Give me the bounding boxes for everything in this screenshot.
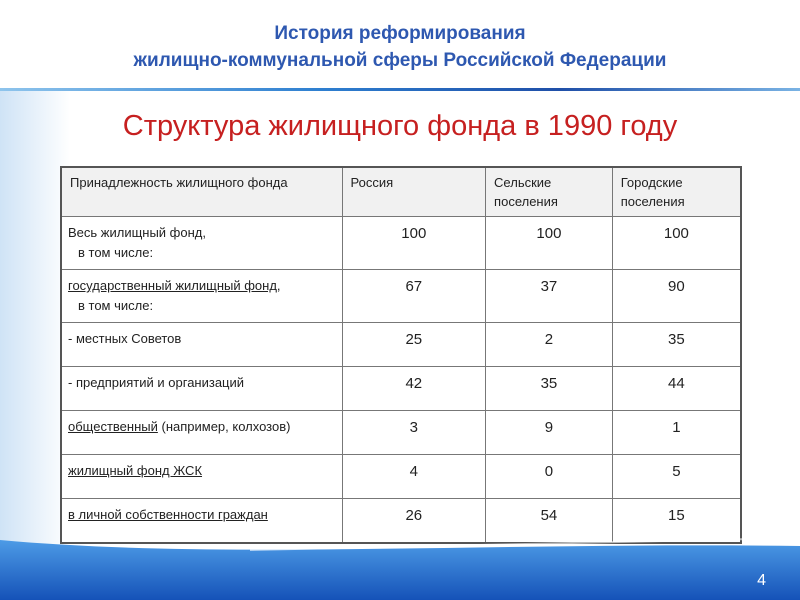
cell-russia: 3 (342, 411, 486, 455)
header-rural: Сельские поселения (486, 167, 613, 217)
cell-urban: 90 (612, 270, 741, 323)
row-label-text: в личной собственности граждан (68, 507, 268, 522)
table-row (61, 270, 741, 323)
row-label (61, 217, 342, 270)
page-number: 4 (757, 572, 766, 589)
cell-urban: 100 (612, 217, 741, 270)
table-row (61, 323, 741, 367)
table-row (61, 217, 741, 270)
cell-urban: 15 (612, 499, 741, 543)
table-row (61, 411, 741, 455)
cell-urban: 5 (612, 455, 741, 499)
row-label (61, 411, 342, 455)
cell-rural: 2 (486, 323, 613, 367)
cell-rural: 0 (486, 455, 613, 499)
row-label-suffix: (например, колхозов) (157, 419, 291, 434)
row-label-text: Весь жилищный фонд, (68, 225, 206, 240)
cell-russia: 4 (342, 455, 486, 499)
cell-russia: 26 (342, 499, 486, 543)
cell-rural: 37 (486, 270, 613, 323)
row-label (61, 455, 342, 499)
row-sublabel: в том числе: (78, 298, 154, 313)
cell-urban: 44 (612, 367, 741, 411)
row-label-text: жилищный фонд ЖСК (68, 463, 203, 478)
header-line-2: жилищно-коммунальной сферы Российской Федерации (133, 50, 667, 71)
cell-urban: 1 (612, 411, 741, 455)
cell-rural: 35 (486, 367, 613, 411)
header-ownership: Принадлежность жилищного фонда (61, 167, 342, 217)
header-urban: Городские поселения (612, 167, 741, 217)
header-russia: Россия (342, 167, 486, 217)
header-divider (0, 88, 800, 91)
row-label-text: общественный (68, 419, 158, 434)
cell-russia: 25 (342, 323, 486, 367)
slide-header (0, 0, 800, 90)
cell-urban: 35 (612, 323, 741, 367)
row-label: - местных Советов (61, 323, 342, 367)
cell-russia: 42 (342, 367, 486, 411)
row-label: - предприятий и организаций (61, 367, 342, 411)
row-label-suffix: , (276, 278, 281, 293)
slide-title: Структура жилищного фонда в 1990 году (122, 110, 678, 142)
row-label (61, 270, 342, 323)
row-sublabel: в том числе: (78, 245, 154, 260)
cell-rural: 54 (486, 499, 613, 543)
cell-rural: 9 (486, 411, 613, 455)
bottom-wave-decoration (0, 520, 800, 600)
cell-russia: 100 (342, 217, 486, 270)
table-header-row (61, 167, 741, 217)
table-row (61, 455, 741, 499)
header-line-1: История реформирования (274, 23, 526, 44)
cell-rural: 100 (486, 217, 613, 270)
cell-russia: 67 (342, 270, 486, 323)
table-row (61, 367, 741, 411)
housing-fund-table (60, 166, 742, 544)
row-label-text: государственный жилищный фонд (68, 278, 277, 293)
